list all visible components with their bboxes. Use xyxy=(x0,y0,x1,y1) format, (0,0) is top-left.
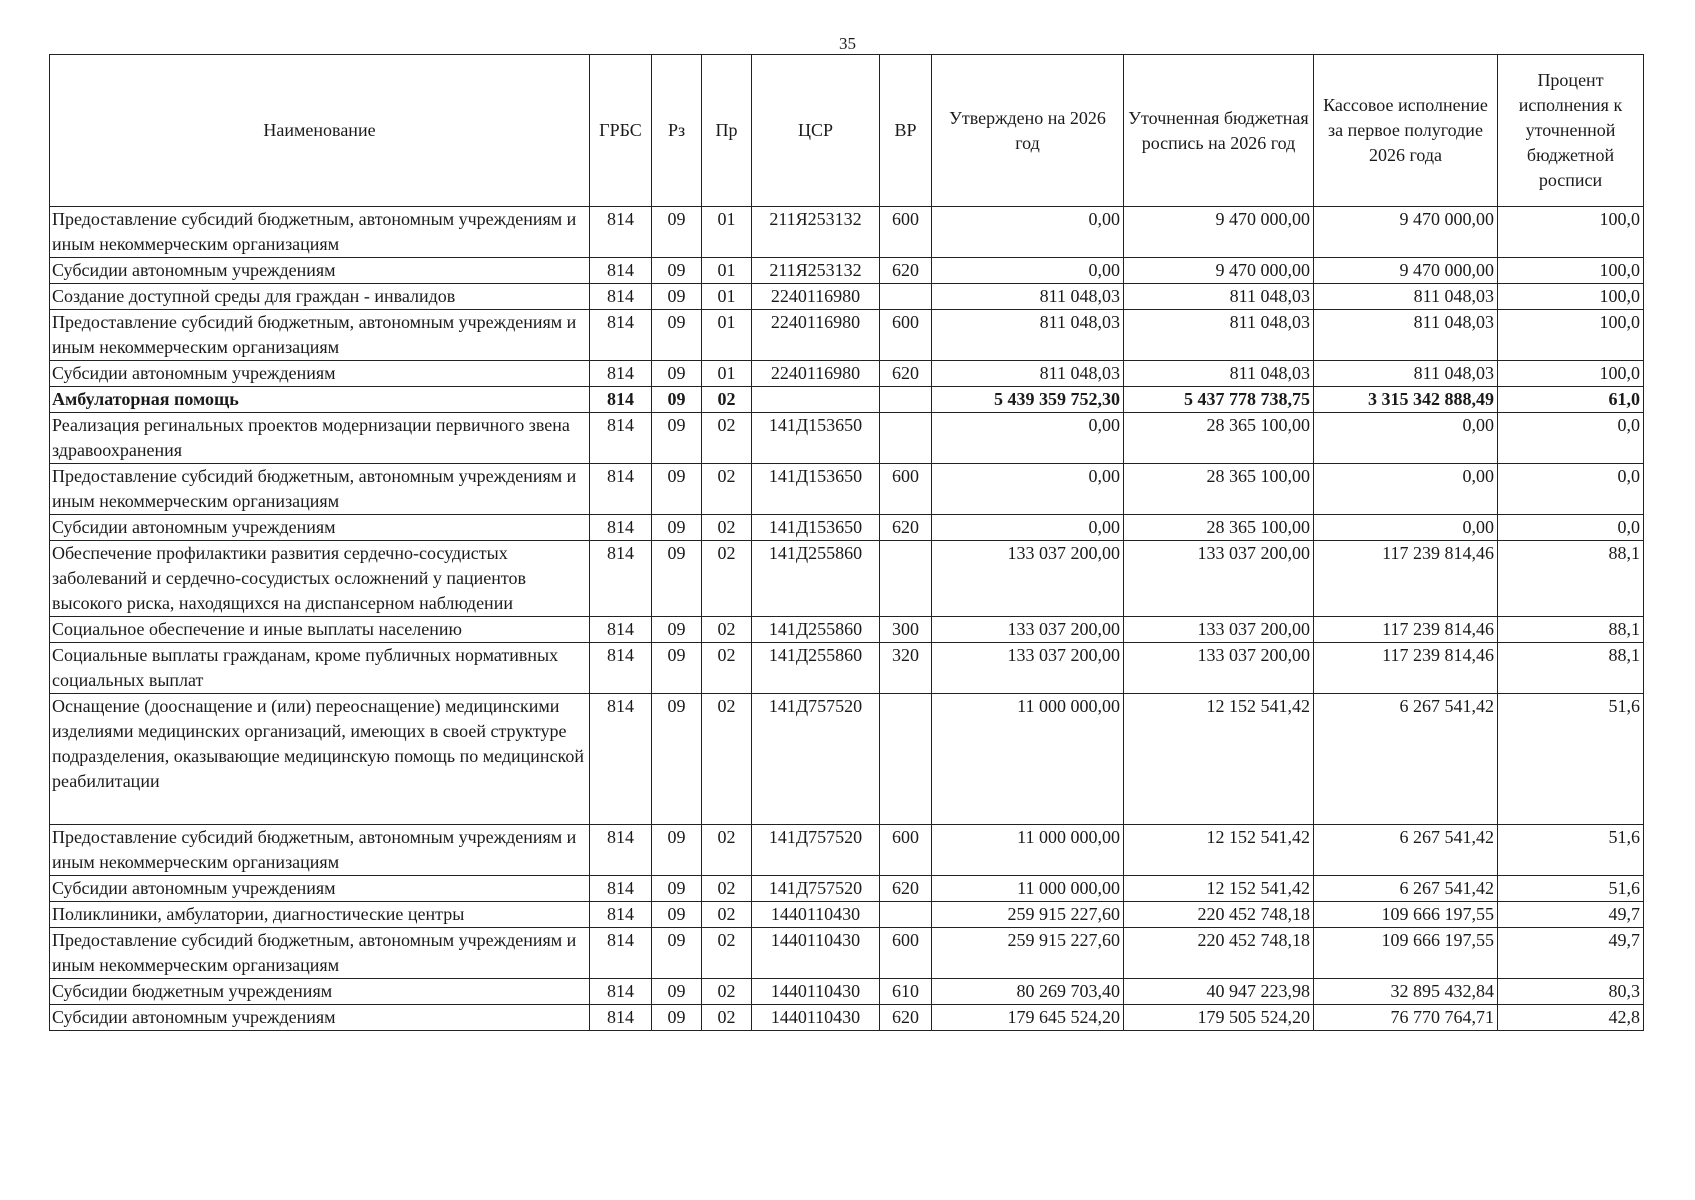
cell-percent: 100,0 xyxy=(1498,207,1644,258)
cell-refined: 28 365 100,00 xyxy=(1124,413,1314,464)
cell-name: Субсидии автономным учреждениям xyxy=(50,258,590,284)
cell-refined: 12 152 541,42 xyxy=(1124,876,1314,902)
cell-vr: 600 xyxy=(880,207,932,258)
cell-refined: 811 048,03 xyxy=(1124,361,1314,387)
cell-approved: 133 037 200,00 xyxy=(932,643,1124,694)
cell-csr: 2240116980 xyxy=(752,310,880,361)
cell-refined: 28 365 100,00 xyxy=(1124,464,1314,515)
cell-cash: 0,00 xyxy=(1314,413,1498,464)
cell-csr: 1440110430 xyxy=(752,902,880,928)
cell-name: Субсидии автономным учреждениям xyxy=(50,1005,590,1031)
cell-name: Субсидии автономным учреждениям xyxy=(50,515,590,541)
cell-csr: 211Я253132 xyxy=(752,207,880,258)
cell-csr: 141Д255860 xyxy=(752,541,880,617)
cell-percent: 88,1 xyxy=(1498,541,1644,617)
cell-csr: 141Д757520 xyxy=(752,825,880,876)
cell-percent: 42,8 xyxy=(1498,1005,1644,1031)
cell-csr: 141Д255860 xyxy=(752,617,880,643)
table-row xyxy=(50,541,1644,617)
header-refined: Уточненная бюджетная роспись на 2026 год xyxy=(1124,55,1314,207)
cell-approved: 80 269 703,40 xyxy=(932,979,1124,1005)
budget-execution-table xyxy=(49,54,1644,1031)
cell-cash: 9 470 000,00 xyxy=(1314,207,1498,258)
cell-vr: 610 xyxy=(880,979,932,1005)
cell-percent: 88,1 xyxy=(1498,643,1644,694)
cell-percent: 49,7 xyxy=(1498,902,1644,928)
cell-vr xyxy=(880,541,932,617)
cell-grbs: 814 xyxy=(590,207,652,258)
cell-vr: 620 xyxy=(880,258,932,284)
cell-rz: 09 xyxy=(652,515,702,541)
cell-percent: 0,0 xyxy=(1498,464,1644,515)
cell-pr: 01 xyxy=(702,361,752,387)
cell-grbs: 814 xyxy=(590,979,652,1005)
cell-rz: 09 xyxy=(652,876,702,902)
header-percent: Процент исполнения к уточненной бюджетной росписи xyxy=(1498,55,1644,207)
cell-csr: 211Я253132 xyxy=(752,258,880,284)
cell-name: Субсидии автономным учреждениям xyxy=(50,876,590,902)
cell-refined: 12 152 541,42 xyxy=(1124,694,1314,825)
cell-approved: 811 048,03 xyxy=(932,310,1124,361)
cell-approved: 259 915 227,60 xyxy=(932,902,1124,928)
cell-cash: 6 267 541,42 xyxy=(1314,825,1498,876)
cell-refined: 12 152 541,42 xyxy=(1124,825,1314,876)
cell-pr: 02 xyxy=(702,928,752,979)
cell-csr: 141Д153650 xyxy=(752,413,880,464)
header-name: Наименование xyxy=(50,55,590,207)
cell-grbs: 814 xyxy=(590,464,652,515)
cell-approved: 811 048,03 xyxy=(932,361,1124,387)
cell-percent: 0,0 xyxy=(1498,413,1644,464)
cell-pr: 02 xyxy=(702,825,752,876)
cell-approved: 0,00 xyxy=(932,207,1124,258)
cell-vr xyxy=(880,284,932,310)
cell-grbs: 814 xyxy=(590,902,652,928)
table-row xyxy=(50,310,1644,361)
table-row xyxy=(50,207,1644,258)
cell-pr: 02 xyxy=(702,643,752,694)
cell-refined: 9 470 000,00 xyxy=(1124,207,1314,258)
cell-grbs: 814 xyxy=(590,694,652,825)
table-row xyxy=(50,284,1644,310)
cell-name: Субсидии бюджетным учреждениям xyxy=(50,979,590,1005)
header-approved: Утверждено на 2026 год xyxy=(932,55,1124,207)
cell-vr: 620 xyxy=(880,515,932,541)
cell-approved: 11 000 000,00 xyxy=(932,876,1124,902)
cell-approved: 0,00 xyxy=(932,413,1124,464)
cell-name: Социальное обеспечение и иные выплаты населению xyxy=(50,617,590,643)
cell-grbs: 814 xyxy=(590,258,652,284)
cell-cash: 811 048,03 xyxy=(1314,284,1498,310)
cell-vr: 600 xyxy=(880,310,932,361)
cell-pr: 02 xyxy=(702,979,752,1005)
cell-cash: 117 239 814,46 xyxy=(1314,541,1498,617)
cell-name: Поликлиники, амбулатории, диагностические центры xyxy=(50,902,590,928)
table-row xyxy=(50,876,1644,902)
cell-percent: 100,0 xyxy=(1498,284,1644,310)
cell-cash: 0,00 xyxy=(1314,464,1498,515)
cell-cash: 117 239 814,46 xyxy=(1314,617,1498,643)
cell-pr: 02 xyxy=(702,1005,752,1031)
cell-approved: 133 037 200,00 xyxy=(932,617,1124,643)
cell-percent: 100,0 xyxy=(1498,310,1644,361)
cell-csr: 141Д757520 xyxy=(752,876,880,902)
header-cash: Кассовое исполнение за первое полугодие 2026 года xyxy=(1314,55,1498,207)
cell-pr: 02 xyxy=(702,694,752,825)
cell-grbs: 814 xyxy=(590,413,652,464)
header-rz: Рз xyxy=(652,55,702,207)
cell-pr: 02 xyxy=(702,541,752,617)
cell-percent: 61,0 xyxy=(1498,387,1644,413)
cell-refined: 28 365 100,00 xyxy=(1124,515,1314,541)
cell-approved: 11 000 000,00 xyxy=(932,694,1124,825)
cell-rz: 09 xyxy=(652,825,702,876)
table-row xyxy=(50,979,1644,1005)
table-row xyxy=(50,928,1644,979)
table-row xyxy=(50,515,1644,541)
table-row xyxy=(50,413,1644,464)
cell-csr: 141Д757520 xyxy=(752,694,880,825)
cell-cash: 811 048,03 xyxy=(1314,361,1498,387)
cell-name: Создание доступной среды для граждан - инвалидов xyxy=(50,284,590,310)
table-row xyxy=(50,643,1644,694)
cell-cash: 0,00 xyxy=(1314,515,1498,541)
cell-refined: 811 048,03 xyxy=(1124,284,1314,310)
cell-cash: 6 267 541,42 xyxy=(1314,876,1498,902)
cell-approved: 0,00 xyxy=(932,464,1124,515)
table-row xyxy=(50,825,1644,876)
cell-rz: 09 xyxy=(652,979,702,1005)
cell-rz: 09 xyxy=(652,694,702,825)
cell-vr: 600 xyxy=(880,464,932,515)
cell-vr: 320 xyxy=(880,643,932,694)
cell-name: Предоставление субсидий бюджетным, автономным учреждениям и иным некоммерческим организациям xyxy=(50,928,590,979)
cell-rz: 09 xyxy=(652,310,702,361)
cell-approved: 0,00 xyxy=(932,258,1124,284)
cell-grbs: 814 xyxy=(590,387,652,413)
cell-cash: 811 048,03 xyxy=(1314,310,1498,361)
cell-vr: 620 xyxy=(880,876,932,902)
table-row xyxy=(50,361,1644,387)
cell-pr: 02 xyxy=(702,387,752,413)
cell-grbs: 814 xyxy=(590,541,652,617)
cell-name: Оснащение (дооснащение и (или) переоснащение) медицинскими изделиями медицинских организаций, имеющих в своей структуре подразделения, оказывающие медицинскую помощь по медицинской реабилитации xyxy=(50,694,590,825)
table-body xyxy=(50,207,1644,1031)
cell-cash: 6 267 541,42 xyxy=(1314,694,1498,825)
cell-percent: 88,1 xyxy=(1498,617,1644,643)
cell-refined: 811 048,03 xyxy=(1124,310,1314,361)
cell-csr: 141Д255860 xyxy=(752,643,880,694)
cell-pr: 01 xyxy=(702,284,752,310)
cell-grbs: 814 xyxy=(590,643,652,694)
cell-cash: 117 239 814,46 xyxy=(1314,643,1498,694)
cell-rz: 09 xyxy=(652,1005,702,1031)
cell-vr: 620 xyxy=(880,1005,932,1031)
cell-name: Субсидии автономным учреждениям xyxy=(50,361,590,387)
cell-grbs: 814 xyxy=(590,515,652,541)
cell-name: Предоставление субсидий бюджетным, автономным учреждениям и иным некоммерческим организациям xyxy=(50,207,590,258)
cell-csr: 2240116980 xyxy=(752,361,880,387)
cell-grbs: 814 xyxy=(590,928,652,979)
cell-csr: 1440110430 xyxy=(752,928,880,979)
cell-refined: 40 947 223,98 xyxy=(1124,979,1314,1005)
cell-name: Социальные выплаты гражданам, кроме публичных нормативных социальных выплат xyxy=(50,643,590,694)
cell-name: Предоставление субсидий бюджетным, автономным учреждениям и иным некоммерческим организациям xyxy=(50,464,590,515)
header-vr: ВР xyxy=(880,55,932,207)
cell-grbs: 814 xyxy=(590,876,652,902)
table-row xyxy=(50,387,1644,413)
cell-rz: 09 xyxy=(652,928,702,979)
cell-pr: 01 xyxy=(702,207,752,258)
cell-refined: 133 037 200,00 xyxy=(1124,643,1314,694)
cell-refined: 5 437 778 738,75 xyxy=(1124,387,1314,413)
cell-pr: 02 xyxy=(702,464,752,515)
cell-approved: 11 000 000,00 xyxy=(932,825,1124,876)
cell-csr: 1440110430 xyxy=(752,1005,880,1031)
cell-refined: 133 037 200,00 xyxy=(1124,617,1314,643)
cell-percent: 100,0 xyxy=(1498,361,1644,387)
cell-name: Амбулаторная помощь xyxy=(50,387,590,413)
table-header-row xyxy=(50,55,1644,207)
cell-approved: 259 915 227,60 xyxy=(932,928,1124,979)
cell-refined: 179 505 524,20 xyxy=(1124,1005,1314,1031)
cell-vr xyxy=(880,902,932,928)
cell-grbs: 814 xyxy=(590,617,652,643)
table-row xyxy=(50,258,1644,284)
cell-approved: 179 645 524,20 xyxy=(932,1005,1124,1031)
cell-csr: 2240116980 xyxy=(752,284,880,310)
cell-percent: 100,0 xyxy=(1498,258,1644,284)
cell-percent: 0,0 xyxy=(1498,515,1644,541)
table-row xyxy=(50,902,1644,928)
cell-rz: 09 xyxy=(652,617,702,643)
cell-pr: 01 xyxy=(702,258,752,284)
cell-csr: 141Д153650 xyxy=(752,515,880,541)
header-csr: ЦСР xyxy=(752,55,880,207)
cell-pr: 02 xyxy=(702,876,752,902)
cell-cash: 109 666 197,55 xyxy=(1314,928,1498,979)
cell-approved: 133 037 200,00 xyxy=(932,541,1124,617)
cell-rz: 09 xyxy=(652,902,702,928)
cell-vr: 300 xyxy=(880,617,932,643)
cell-refined: 133 037 200,00 xyxy=(1124,541,1314,617)
cell-percent: 51,6 xyxy=(1498,876,1644,902)
cell-grbs: 814 xyxy=(590,284,652,310)
cell-approved: 5 439 359 752,30 xyxy=(932,387,1124,413)
cell-csr: 141Д153650 xyxy=(752,464,880,515)
cell-vr xyxy=(880,413,932,464)
cell-rz: 09 xyxy=(652,284,702,310)
table-row xyxy=(50,694,1644,825)
cell-name: Предоставление субсидий бюджетным, автономным учреждениям и иным некоммерческим организациям xyxy=(50,825,590,876)
cell-percent: 51,6 xyxy=(1498,694,1644,825)
cell-rz: 09 xyxy=(652,258,702,284)
cell-cash: 9 470 000,00 xyxy=(1314,258,1498,284)
cell-vr xyxy=(880,387,932,413)
cell-rz: 09 xyxy=(652,541,702,617)
cell-cash: 3 315 342 888,49 xyxy=(1314,387,1498,413)
cell-vr: 600 xyxy=(880,928,932,979)
cell-pr: 02 xyxy=(702,617,752,643)
cell-grbs: 814 xyxy=(590,825,652,876)
table-row xyxy=(50,617,1644,643)
cell-pr: 02 xyxy=(702,902,752,928)
cell-grbs: 814 xyxy=(590,1005,652,1031)
cell-rz: 09 xyxy=(652,413,702,464)
cell-percent: 51,6 xyxy=(1498,825,1644,876)
cell-rz: 09 xyxy=(652,207,702,258)
cell-grbs: 814 xyxy=(590,361,652,387)
cell-refined: 220 452 748,18 xyxy=(1124,902,1314,928)
cell-percent: 80,3 xyxy=(1498,979,1644,1005)
cell-rz: 09 xyxy=(652,464,702,515)
cell-rz: 09 xyxy=(652,387,702,413)
cell-refined: 220 452 748,18 xyxy=(1124,928,1314,979)
cell-vr: 600 xyxy=(880,825,932,876)
cell-csr: 1440110430 xyxy=(752,979,880,1005)
page-number: 35 xyxy=(839,34,856,53)
cell-name: Обеспечение профилактики развития сердечно-сосудистых заболеваний и сердечно-сосудистых осложнений у пациентов высокого риска, находящихся на диспансерном наблюдении xyxy=(50,541,590,617)
cell-pr: 02 xyxy=(702,413,752,464)
cell-name: Реализация регинальных проектов модернизации первичного звена здравоохранения xyxy=(50,413,590,464)
cell-rz: 09 xyxy=(652,643,702,694)
cell-grbs: 814 xyxy=(590,310,652,361)
table-row xyxy=(50,464,1644,515)
cell-pr: 02 xyxy=(702,515,752,541)
cell-refined: 9 470 000,00 xyxy=(1124,258,1314,284)
table-row xyxy=(50,1005,1644,1031)
cell-approved: 811 048,03 xyxy=(932,284,1124,310)
cell-pr: 01 xyxy=(702,310,752,361)
cell-approved: 0,00 xyxy=(932,515,1124,541)
header-grbs: ГРБС xyxy=(590,55,652,207)
cell-cash: 32 895 432,84 xyxy=(1314,979,1498,1005)
cell-cash: 76 770 764,71 xyxy=(1314,1005,1498,1031)
cell-percent: 49,7 xyxy=(1498,928,1644,979)
header-pr: Пр xyxy=(702,55,752,207)
cell-rz: 09 xyxy=(652,361,702,387)
cell-vr: 620 xyxy=(880,361,932,387)
cell-csr xyxy=(752,387,880,413)
cell-cash: 109 666 197,55 xyxy=(1314,902,1498,928)
cell-vr xyxy=(880,694,932,825)
cell-name: Предоставление субсидий бюджетным, автономным учреждениям и иным некоммерческим организациям xyxy=(50,310,590,361)
